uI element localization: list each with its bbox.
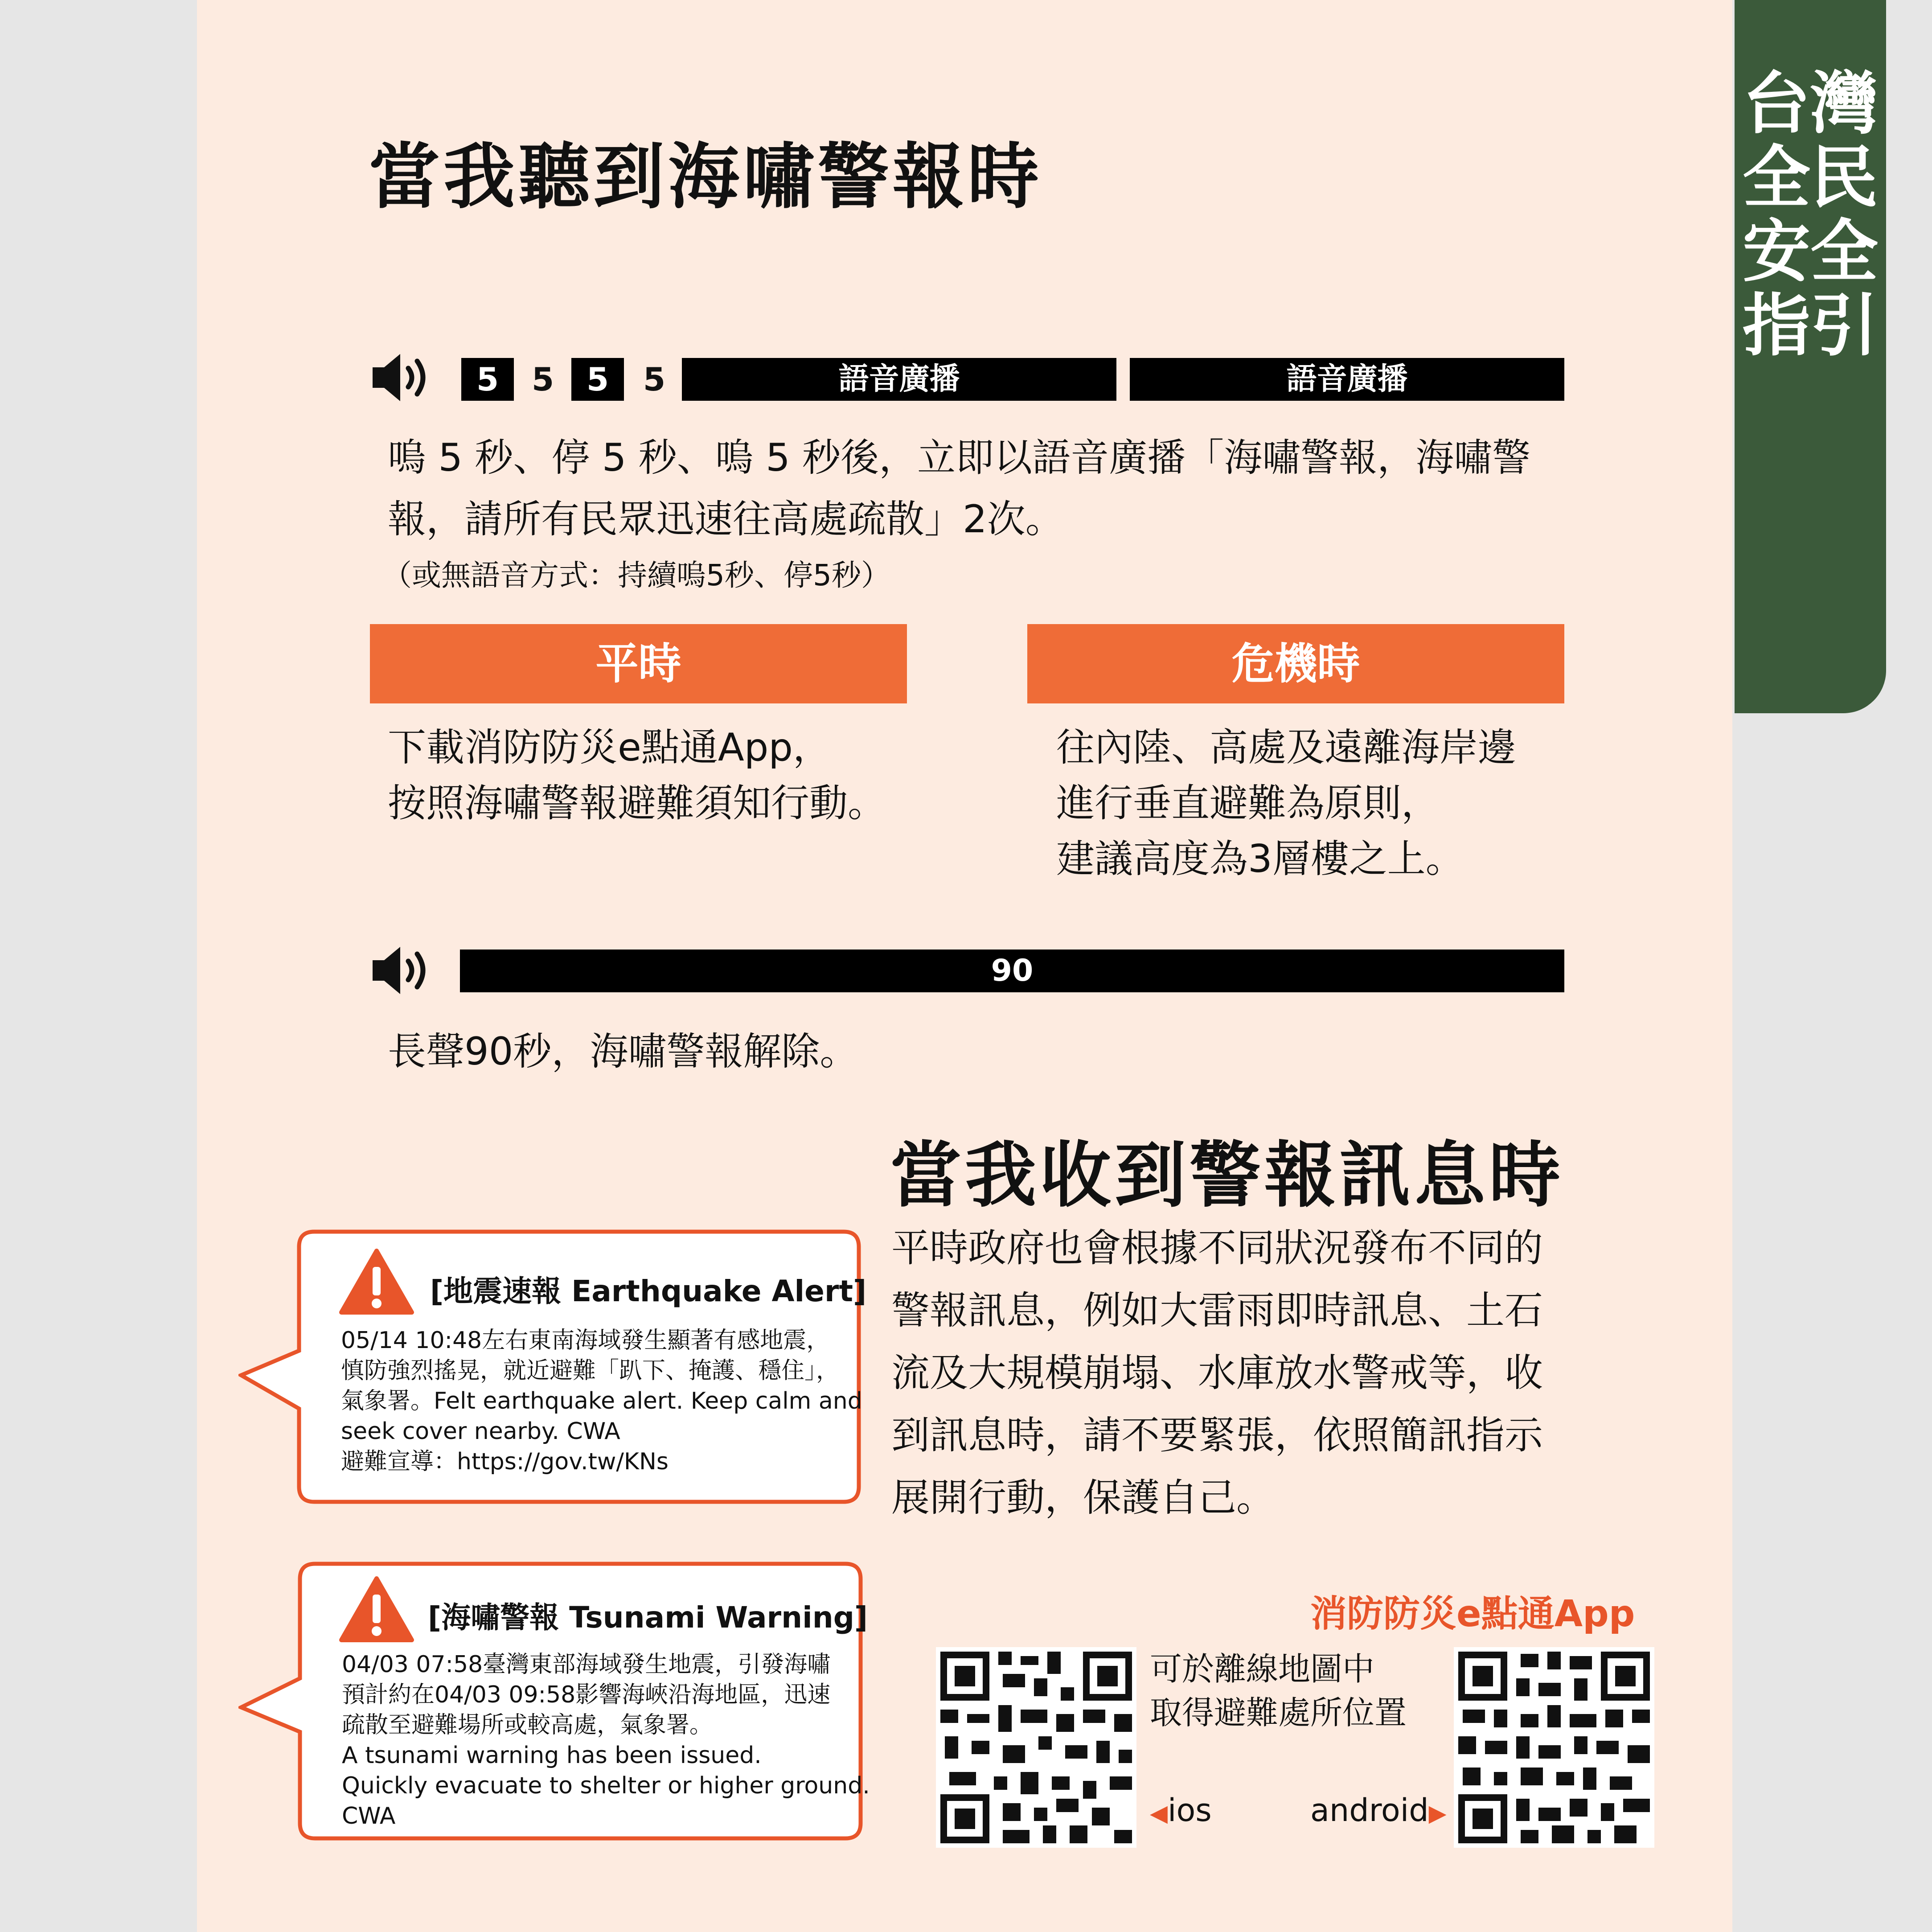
normal-time-header: 平時 (370, 624, 907, 703)
speaker-icon-2 (371, 941, 438, 999)
app-note-line1: 可於離線地圖中 (1150, 1650, 1375, 1688)
siren-description-note: （或無語音方式：持續嗚5秒、停5秒） (382, 558, 890, 592)
ios-label[interactable] (1150, 1792, 1212, 1829)
speaker-icon (371, 349, 438, 407)
tsunami-warning-line: Quickly evacuate to shelter or higher ground. (342, 1772, 870, 1799)
alert-paragraph-line: 流及大規模崩塌、水庫放水警戒等，收 (891, 1351, 1543, 1395)
alert-heading: 當我收到警報訊息時 (890, 1134, 1564, 1217)
siren-description-line1: 嗚 5 秒、停 5 秒、嗚 5 秒後，立即以語音廣播「海嘯警報，海嘯警 (388, 436, 1531, 480)
alert-paragraph (891, 1217, 1587, 1529)
ios-qr-code[interactable] (936, 1647, 1136, 1848)
side-tab-title: 台灣全民安全指引 (1743, 64, 1878, 365)
tsunami-warning-line: A tsunami warning has been issued. (342, 1742, 762, 1769)
normal-time-line2: 按照海嘯警報避難須知行動。 (388, 781, 886, 826)
app-note-line2: 取得避難處所位置 (1150, 1694, 1407, 1731)
alert-paragraph-line: 展開行動，保護自己。 (891, 1476, 1275, 1520)
voice-broadcast-bar-2: 語音廣播 (1130, 358, 1564, 401)
tsunami-warning-line: 疏散至避難場所或較高處，氣象署。 (342, 1712, 713, 1739)
siren-on-5s-2: 5 (571, 358, 624, 401)
crisis-time-line2: 進行垂直避難為原則， (1056, 781, 1440, 826)
crisis-time-line3: 建議高度為3層樓之上。 (1056, 837, 1464, 881)
tsunami-warning-line: 預計約在04/03 09:58影響海峽沿海地區，迅速 (342, 1681, 831, 1708)
alert-paragraph-line: 警報訊息，例如大雷雨即時訊息、土石 (891, 1288, 1543, 1333)
earthquake-alert-title: [地震速報 Earthquake Alert] (430, 1274, 867, 1308)
crisis-time-line1: 往內陸、高處及遠離海岸邊 (1056, 725, 1516, 770)
app-name: 消防防災e點通App (1310, 1593, 1635, 1635)
siren-description-line2: 報，請所有民眾迅速往高處疏散」2次。 (388, 497, 1064, 542)
siren-off-5s: 5 (531, 361, 554, 398)
android-label[interactable] (1310, 1792, 1447, 1829)
qr-code-icon (1454, 1647, 1654, 1848)
warning-icon (339, 1576, 414, 1644)
crisis-time-header: 危機時 (1027, 624, 1564, 703)
long-siren-bar: 90 (460, 950, 1564, 992)
normal-time-line1: 下載消防防災e點通App， (388, 725, 831, 770)
tsunami-heading: 當我聽到海嘯警報時 (369, 135, 1043, 218)
earthquake-alert-line: 避難宣導：https://gov.tw/KNs (341, 1448, 669, 1475)
earthquake-alert-line: 05/14 10:48左右東南海域發生顯著有感地震， (341, 1327, 830, 1354)
right-arrow-icon: ▶ (1428, 1800, 1447, 1827)
earthquake-alert-line: 氣象署。Felt earthquake alert. Keep calm and (341, 1388, 862, 1414)
tsunami-warning-line: CWA (342, 1803, 396, 1829)
siren-off-5s-2: 5 (643, 361, 666, 398)
earthquake-alert-line: seek cover nearby. CWA (341, 1418, 620, 1445)
siren-on-5s: 5 (461, 358, 514, 401)
voice-broadcast-bar-1: 語音廣播 (682, 358, 1116, 401)
earthquake-alert-bubble (238, 1228, 867, 1509)
earthquake-alert-line: 慎防強烈搖晃，就近避難「趴下、掩護、穩住」， (341, 1357, 840, 1384)
all-clear-text: 長聲90秒，海嘯警報解除。 (388, 1029, 858, 1074)
app-note (1150, 1647, 1407, 1735)
alert-paragraph-line: 到訊息時，請不要緊張，依照簡訊指示 (891, 1413, 1543, 1458)
warning-icon (339, 1248, 414, 1316)
qr-code-icon (936, 1647, 1136, 1848)
tsunami-warning-bubble (238, 1560, 870, 1846)
ios-label-text: ios (1168, 1792, 1212, 1829)
tsunami-warning-title: [海嘯警報 Tsunami Warning] (428, 1600, 868, 1635)
android-qr-code[interactable] (1454, 1647, 1654, 1848)
alert-paragraph-line: 平時政府也會根據不同狀況發布不同的 (891, 1226, 1543, 1270)
tsunami-warning-line: 04/03 07:58臺灣東部海域發生地震，引發海嘯 (342, 1651, 831, 1678)
left-arrow-icon: ◀ (1150, 1800, 1168, 1827)
android-label-text: android (1310, 1792, 1429, 1829)
side-tab (1735, 0, 1886, 713)
